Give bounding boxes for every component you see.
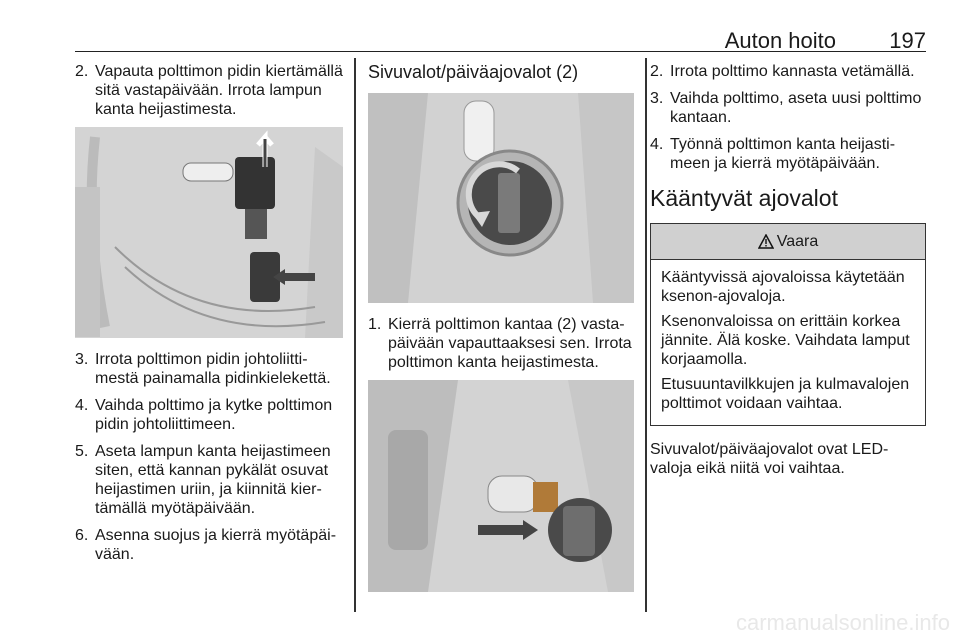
column-3	[650, 62, 926, 478]
warning-text: Ksenonvaloissa on erittäin korkea jännite. Älä koske. Vaihdata lamput korjaamolla.	[661, 313, 910, 368]
watermark: carmanualsonline.info	[735, 610, 950, 635]
step-item	[75, 396, 343, 434]
step-text: Irrota polttimo kannasta vetämällä.	[670, 63, 915, 80]
step-number: 1.	[368, 316, 382, 333]
section-heading: Kääntyvät ajovalot	[650, 185, 838, 211]
warning-text: Kääntyvissä ajovaloissa käytetään ksenon-ajovaloja.	[661, 269, 905, 305]
step-item	[650, 135, 926, 173]
column-1	[75, 62, 343, 572]
step-item	[75, 442, 343, 518]
step-number: 4.	[650, 136, 664, 153]
step-item	[75, 350, 343, 388]
header-title: Auton hoito	[724, 28, 836, 53]
warning-triangle-icon	[758, 234, 774, 249]
step-list	[650, 62, 926, 173]
step-number: 3.	[75, 351, 89, 368]
side-light-socket-illustration	[368, 93, 634, 303]
step-item	[75, 62, 343, 119]
step-number: 6.	[75, 527, 89, 544]
step-text: Asenna suojus ja kierrä myötäpäivään.	[95, 527, 337, 563]
step-number: 2.	[75, 63, 89, 80]
page-header	[75, 26, 926, 52]
warning-body	[651, 260, 925, 425]
step-text: Vapauta polttimon pidin kiertämällä sitä vastapäivään. Irrota lampun kanta heijastimesta.	[95, 63, 343, 118]
step-text: Aseta lampun kanta heijastimeen siten, että kannan pykälät osuvat heijastimen uriin, ja kiinnitä kiertämällä myötäpäivään.	[95, 443, 331, 517]
step-list	[75, 350, 343, 564]
bulb-removal-illustration	[368, 380, 634, 592]
step-item	[368, 315, 634, 372]
bulb-holder-illustration	[75, 127, 343, 338]
step-number: 4.	[75, 397, 89, 414]
step-item	[75, 526, 343, 564]
step-text: Työnnä polttimon kanta heijastimeen ja kierrä myötäpäivään.	[670, 136, 896, 172]
warning-header	[651, 224, 925, 260]
step-text: Kierrä polttimon kantaa (2) vastapäivään vapauttaaksesi sen. Irrota polttimon kanta heijastimesta.	[388, 316, 632, 371]
body-paragraph: Sivuvalot/päiväajovalot ovat LED-valoja eikä niitä voi vaihtaa.	[650, 441, 889, 477]
step-item	[650, 62, 926, 81]
warning-title: Vaara	[776, 232, 819, 250]
section-heading: Sivuvalot/päiväajovalot (2)	[368, 62, 579, 82]
step-number: 2.	[650, 63, 664, 80]
step-number: 5.	[75, 443, 89, 460]
step-text: Vaihda polttimo ja kytke polttimon pidin johtoliittimeen.	[95, 397, 333, 433]
column-2	[368, 62, 634, 592]
step-text: Irrota polttimon pidin johtoliittimestä painamalla pidinkielekettä.	[95, 351, 331, 387]
column-divider	[645, 58, 647, 612]
warning-box	[650, 223, 926, 426]
page-number: 197	[889, 28, 926, 53]
step-text: Vaihda polttimo, aseta uusi polttimo kantaan.	[670, 90, 922, 126]
step-number: 3.	[650, 90, 664, 107]
warning-text: Etusuuntavilkkujen ja kulmavalojen polttimot voidaan vaihtaa.	[661, 376, 910, 412]
column-divider	[354, 58, 356, 612]
step-item	[650, 89, 926, 127]
